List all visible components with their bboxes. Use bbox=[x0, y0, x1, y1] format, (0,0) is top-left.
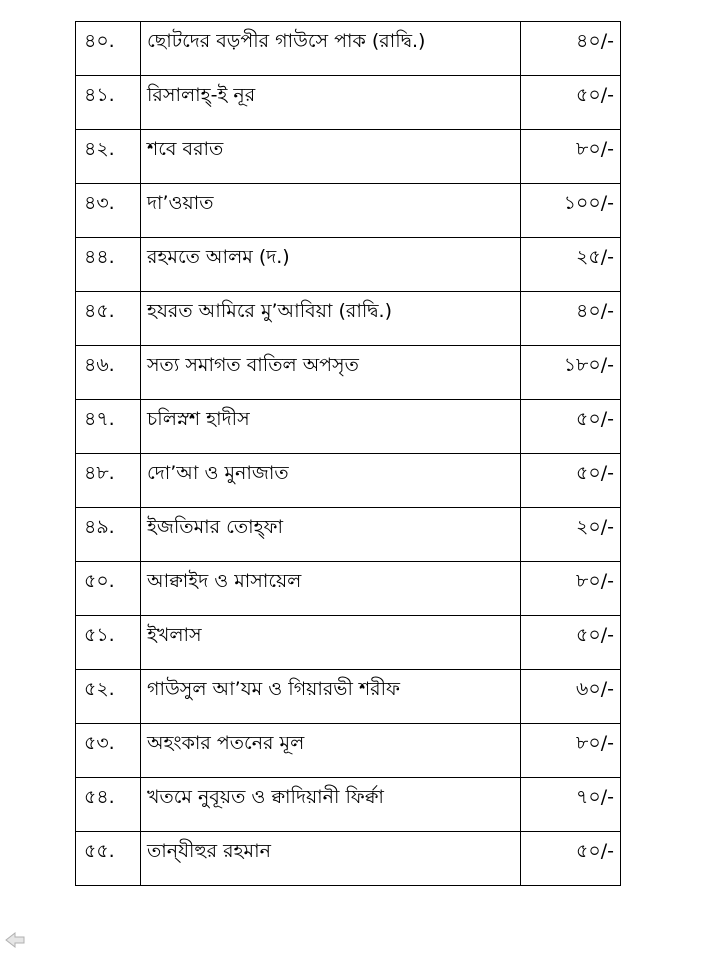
table-row bbox=[76, 22, 621, 76]
table-row bbox=[76, 832, 621, 886]
book-price: ৫০/- bbox=[521, 454, 621, 508]
table-row bbox=[76, 400, 621, 454]
book-number: ৫৫. bbox=[76, 832, 141, 886]
book-price: ২৫/- bbox=[521, 238, 621, 292]
book-title: সত্য সমাগত বাতিল অপসৃত bbox=[141, 346, 521, 400]
table-row bbox=[76, 778, 621, 832]
book-price: ৫০/- bbox=[521, 616, 621, 670]
book-price: ৪০/- bbox=[521, 22, 621, 76]
book-title: হযরত আমিরে মু’আবিয়া (রাদ্বি.) bbox=[141, 292, 521, 346]
book-title: গাউসুল আ’যম ও গিয়ারভী শরীফ bbox=[141, 670, 521, 724]
book-price: ৮০/- bbox=[521, 130, 621, 184]
table-row bbox=[76, 616, 621, 670]
table-row bbox=[76, 130, 621, 184]
book-number: ৫১. bbox=[76, 616, 141, 670]
book-price: ৫০/- bbox=[521, 76, 621, 130]
back-arrow-icon-graphic bbox=[5, 932, 25, 948]
table-row bbox=[76, 670, 621, 724]
book-title: তান্‌যীহুর রহমান bbox=[141, 832, 521, 886]
book-price-table bbox=[75, 21, 621, 886]
book-title: চলিস্নশ হাদীস bbox=[141, 400, 521, 454]
book-number: ৪৯. bbox=[76, 508, 141, 562]
book-number: ৫৪. bbox=[76, 778, 141, 832]
table-row bbox=[76, 562, 621, 616]
book-title: অহংকার পতনের মূল bbox=[141, 724, 521, 778]
book-title: ছোটদের বড়পীর গাউসে পাক (রাদ্বি.) bbox=[141, 22, 521, 76]
book-price: ১০০/- bbox=[521, 184, 621, 238]
book-number: ৫২. bbox=[76, 670, 141, 724]
book-number: ৪১. bbox=[76, 76, 141, 130]
book-title: শবে বরাত bbox=[141, 130, 521, 184]
book-number: ৪৪. bbox=[76, 238, 141, 292]
book-title: খতমে নুবূয়ত ও ক্বাদিয়ানী ফির্ক্বা bbox=[141, 778, 521, 832]
book-title: দা’ওয়াত bbox=[141, 184, 521, 238]
table-row bbox=[76, 184, 621, 238]
book-number: ৫০. bbox=[76, 562, 141, 616]
book-price: ৪০/- bbox=[521, 292, 621, 346]
book-price: ২০/- bbox=[521, 508, 621, 562]
book-price: ৭০/- bbox=[521, 778, 621, 832]
book-title: রহমতে আলম (দ.) bbox=[141, 238, 521, 292]
table-row bbox=[76, 76, 621, 130]
book-rows bbox=[76, 22, 621, 886]
book-title: রিসালাহ্‌-ই নূর bbox=[141, 76, 521, 130]
book-number: ৫৩. bbox=[76, 724, 141, 778]
table-row bbox=[76, 292, 621, 346]
book-number: ৪২. bbox=[76, 130, 141, 184]
table-row bbox=[76, 454, 621, 508]
book-price: ৫০/- bbox=[521, 832, 621, 886]
book-number: ৪৫. bbox=[76, 292, 141, 346]
table-row bbox=[76, 508, 621, 562]
book-number: ৪৭. bbox=[76, 400, 141, 454]
book-price: ১৮০/- bbox=[521, 346, 621, 400]
table-row bbox=[76, 346, 621, 400]
book-title: ইখলাস bbox=[141, 616, 521, 670]
book-title: আক্বাইদ ও মাসায়েল bbox=[141, 562, 521, 616]
book-number: ৪৩. bbox=[76, 184, 141, 238]
back-arrow-icon[interactable] bbox=[5, 932, 25, 948]
book-number: ৪৮. bbox=[76, 454, 141, 508]
book-title: দো’আ ও মুনাজাত bbox=[141, 454, 521, 508]
book-price: ৮০/- bbox=[521, 562, 621, 616]
book-price: ৮০/- bbox=[521, 724, 621, 778]
table-row bbox=[76, 238, 621, 292]
book-title: ইজতিমার তোহ্‌ফা bbox=[141, 508, 521, 562]
table-row bbox=[76, 724, 621, 778]
book-price: ৫০/- bbox=[521, 400, 621, 454]
book-number: ৪৬. bbox=[76, 346, 141, 400]
book-price: ৬০/- bbox=[521, 670, 621, 724]
book-number: ৪০. bbox=[76, 22, 141, 76]
